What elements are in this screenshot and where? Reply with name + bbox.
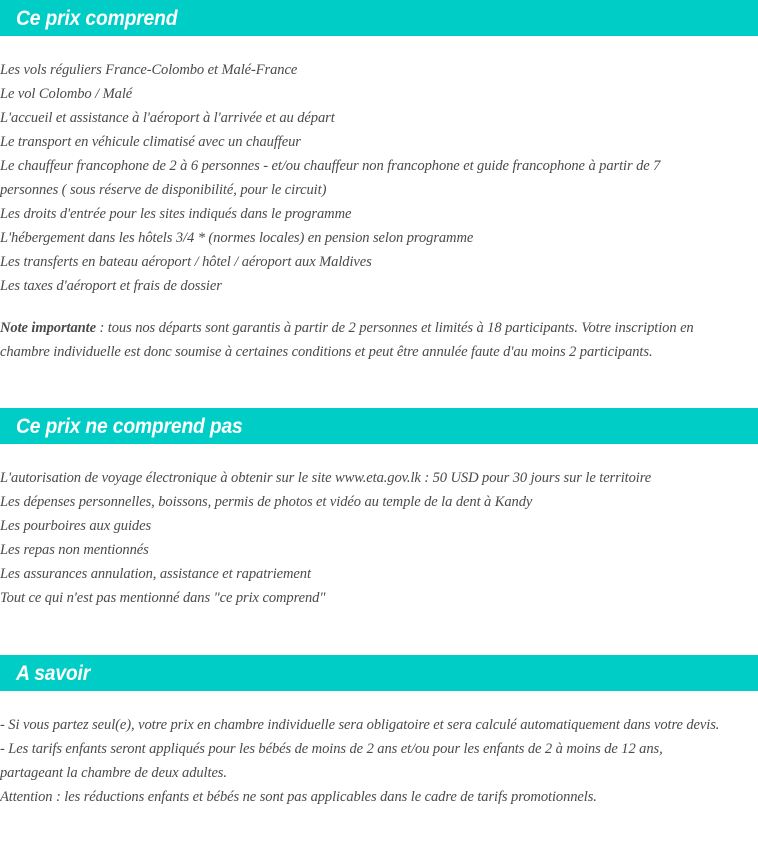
spacer: [0, 298, 744, 316]
list-item: Les droits d'entrée pour les sites indiqués dans le programme: [0, 206, 352, 222]
section-body-price-not-included: [0, 444, 758, 610]
section-body-price-included: [0, 36, 758, 364]
important-note-label: Note importante: [0, 320, 96, 336]
section-price-not-included: [0, 408, 758, 610]
list-item: Attention : les réductions enfants et bébés ne sont pas applicables dans le cadre de tarifs promotionnels.: [0, 789, 597, 805]
section-title-good-to-know: A savoir: [16, 661, 91, 685]
list-item: L'autorisation de voyage électronique à obtenir sur le site www.eta.gov.lk : 50 USD pour 30 jours sur le territoire: [0, 470, 652, 486]
section-header-good-to-know: [0, 655, 758, 691]
spacer: [0, 36, 744, 58]
list-item: Le chauffeur francophone de 2 à 6 personnes - et/ou chauffeur non francophone et guide francophone à partir de 7 personnes ( sous réserve de disponibilité, pour le circuit): [0, 158, 661, 198]
important-note: [0, 316, 722, 364]
important-note-text: : tous nos départs sont garantis à partir de 2 personnes et limités à 18 participants. Votre inscription en chambre individuelle est donc soumise à certaines conditions et peut être annulée faute d'au moins 2 participants.: [0, 320, 694, 360]
list-item: L'accueil et assistance à l'aéroport à l'arrivée et au départ: [0, 110, 335, 126]
list-item: Les pourboires aux guides: [0, 518, 152, 534]
list-item: Les taxes d'aéroport et frais de dossier: [0, 278, 222, 294]
list-item: Les transferts en bateau aéroport / hôtel / aéroport aux Maldives: [0, 254, 372, 270]
section-price-included: [0, 0, 758, 364]
list-item: Le vol Colombo / Malé: [0, 86, 133, 102]
list-item: L'hébergement dans les hôtels 3/4 * (normes locales) en pension selon programme: [0, 230, 474, 246]
list-item: Les repas non mentionnés: [0, 542, 149, 558]
section-body-good-to-know: [0, 691, 758, 809]
list-item: - Les tarifs enfants seront appliqués pour les bébés de moins de 2 ans et/ou pour les enfants de 2 à moins de 12 ans, partageant la chambre de deux adultes.: [0, 741, 663, 781]
list-item: Les vols réguliers France-Colombo et Malé-France: [0, 62, 298, 78]
list-item: - Si vous partez seul(e), votre prix en chambre individuelle sera obligatoire et sera calculé automatiquement dans votre devis.: [0, 717, 720, 733]
list-item: Le transport en véhicule climatisé avec un chauffeur: [0, 134, 301, 150]
spacer: [0, 444, 744, 466]
section-good-to-know: [0, 655, 758, 809]
section-title-price-not-included: Ce prix ne comprend pas: [16, 414, 243, 438]
list-item: Les dépenses personnelles, boissons, permis de photos et vidéo au temple de la dent à Kandy: [0, 494, 533, 510]
list-item: Tout ce qui n'est pas mentionné dans "ce prix comprend": [0, 590, 326, 606]
section-header-price-included: [0, 0, 758, 36]
section-header-price-not-included: [0, 408, 758, 444]
list-item: Les assurances annulation, assistance et rapatriement: [0, 566, 311, 582]
section-title-price-included: Ce prix comprend: [16, 6, 178, 30]
spacer: [0, 691, 744, 713]
